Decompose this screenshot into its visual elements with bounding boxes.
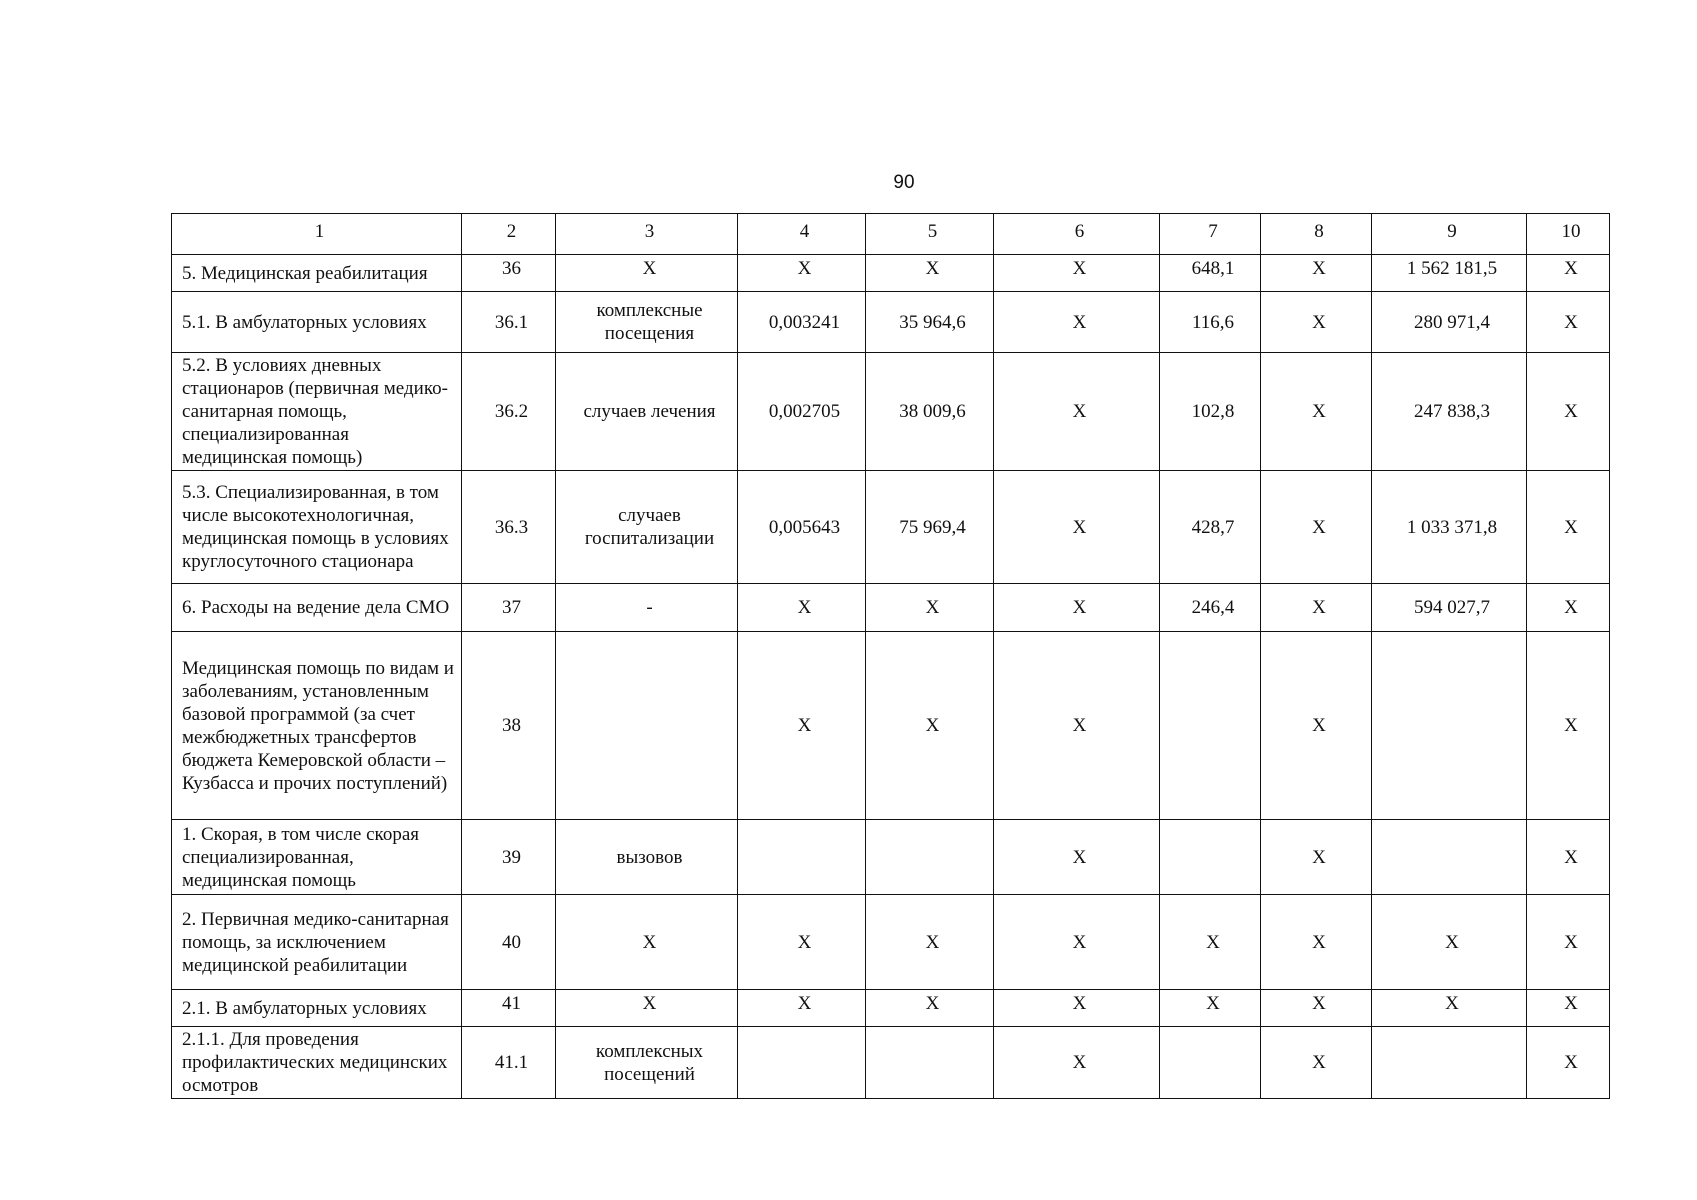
row-name-cell: 2.1.1. Для проведения профилактических медицинских осмотров bbox=[172, 1027, 462, 1099]
row-name-cell: 2.1. В амбулаторных условиях bbox=[172, 990, 462, 1027]
value-cell: 0,002705 bbox=[738, 353, 866, 471]
header-row bbox=[172, 214, 1610, 255]
data-table bbox=[171, 213, 1610, 1099]
value-cell: X bbox=[994, 820, 1160, 895]
row-name-cell: 2. Первичная медико-санитарная помощь, за исключением медицинской реабилитации bbox=[172, 895, 462, 990]
value-cell: X bbox=[1527, 584, 1610, 632]
value-cell: X bbox=[1527, 353, 1610, 471]
column-header: 1 bbox=[172, 214, 462, 255]
unit-cell: случаев госпитализации bbox=[556, 471, 738, 584]
column-header: 9 bbox=[1372, 214, 1527, 255]
unit-cell: X bbox=[556, 255, 738, 292]
table-row bbox=[172, 255, 1610, 292]
value-cell: X bbox=[1527, 820, 1610, 895]
row-code-cell: 36.3 bbox=[462, 471, 556, 584]
row-name-cell: 5.2. В условиях дневных стационаров (первичная медико-санитарная помощь, специализированная медицинская помощь) bbox=[172, 353, 462, 471]
value-cell bbox=[1160, 632, 1261, 820]
value-cell: 648,1 bbox=[1160, 255, 1261, 292]
value-cell bbox=[866, 820, 994, 895]
value-cell: X bbox=[1527, 990, 1610, 1027]
value-cell: X bbox=[866, 632, 994, 820]
value-cell: X bbox=[866, 895, 994, 990]
column-header: 3 bbox=[556, 214, 738, 255]
value-cell: 594 027,7 bbox=[1372, 584, 1527, 632]
column-header: 5 bbox=[866, 214, 994, 255]
value-cell: 116,6 bbox=[1160, 292, 1261, 353]
value-cell: X bbox=[1527, 895, 1610, 990]
value-cell: X bbox=[1372, 895, 1527, 990]
value-cell: X bbox=[1527, 292, 1610, 353]
column-header: 8 bbox=[1261, 214, 1372, 255]
unit-cell bbox=[556, 632, 738, 820]
value-cell: X bbox=[1261, 292, 1372, 353]
value-cell: 1 033 371,8 bbox=[1372, 471, 1527, 584]
value-cell: X bbox=[994, 292, 1160, 353]
table-row bbox=[172, 353, 1610, 471]
value-cell: 246,4 bbox=[1160, 584, 1261, 632]
row-name-cell: Медицинская помощь по видам и заболеваниям, установленным базовой программой (за счет межбюджетных трансфертов бюджета Кемеровской области – Кузбасса и прочих поступлений) bbox=[172, 632, 462, 820]
row-code-cell: 41.1 bbox=[462, 1027, 556, 1099]
row-code-cell: 37 bbox=[462, 584, 556, 632]
column-header: 6 bbox=[994, 214, 1160, 255]
value-cell: X bbox=[738, 990, 866, 1027]
value-cell: 1 562 181,5 bbox=[1372, 255, 1527, 292]
value-cell bbox=[1372, 1027, 1527, 1099]
value-cell: X bbox=[1160, 990, 1261, 1027]
row-code-cell: 41 bbox=[462, 990, 556, 1027]
value-cell: X bbox=[1261, 353, 1372, 471]
column-header: 7 bbox=[1160, 214, 1261, 255]
value-cell bbox=[1372, 632, 1527, 820]
value-cell: X bbox=[994, 353, 1160, 471]
value-cell: X bbox=[1527, 1027, 1610, 1099]
value-cell: X bbox=[738, 895, 866, 990]
value-cell: X bbox=[1527, 471, 1610, 584]
column-header: 10 bbox=[1527, 214, 1610, 255]
value-cell: X bbox=[1160, 895, 1261, 990]
value-cell: X bbox=[994, 1027, 1160, 1099]
value-cell: X bbox=[1261, 1027, 1372, 1099]
value-cell bbox=[738, 1027, 866, 1099]
row-name-cell: 5. Медицинская реабилитация bbox=[172, 255, 462, 292]
value-cell: X bbox=[994, 990, 1160, 1027]
value-cell bbox=[1160, 1027, 1261, 1099]
page-number: 90 bbox=[893, 172, 915, 193]
value-cell: 428,7 bbox=[1160, 471, 1261, 584]
table-row bbox=[172, 471, 1610, 584]
row-code-cell: 36 bbox=[462, 255, 556, 292]
value-cell: X bbox=[738, 632, 866, 820]
value-cell bbox=[866, 1027, 994, 1099]
value-cell: 35 964,6 bbox=[866, 292, 994, 353]
value-cell: X bbox=[1527, 255, 1610, 292]
value-cell: X bbox=[738, 255, 866, 292]
row-name-cell: 1. Скорая, в том числе скорая специализированная, медицинская помощь bbox=[172, 820, 462, 895]
value-cell bbox=[738, 820, 866, 895]
value-cell: X bbox=[1372, 990, 1527, 1027]
unit-cell: комплексных посещений bbox=[556, 1027, 738, 1099]
value-cell: 102,8 bbox=[1160, 353, 1261, 471]
table-row bbox=[172, 820, 1610, 895]
value-cell: 247 838,3 bbox=[1372, 353, 1527, 471]
value-cell: X bbox=[1261, 990, 1372, 1027]
value-cell: X bbox=[994, 895, 1160, 990]
table-row bbox=[172, 990, 1610, 1027]
column-header: 2 bbox=[462, 214, 556, 255]
row-name-cell: 5.1. В амбулаторных условиях bbox=[172, 292, 462, 353]
value-cell: 38 009,6 bbox=[866, 353, 994, 471]
value-cell: X bbox=[1261, 584, 1372, 632]
unit-cell: вызовов bbox=[556, 820, 738, 895]
table-row bbox=[172, 584, 1610, 632]
value-cell: X bbox=[1261, 255, 1372, 292]
table-row bbox=[172, 1027, 1610, 1099]
value-cell: X bbox=[1261, 820, 1372, 895]
value-cell: X bbox=[994, 255, 1160, 292]
table-row bbox=[172, 895, 1610, 990]
value-cell: X bbox=[1261, 632, 1372, 820]
row-code-cell: 38 bbox=[462, 632, 556, 820]
row-code-cell: 40 bbox=[462, 895, 556, 990]
value-cell: X bbox=[738, 584, 866, 632]
row-code-cell: 36.1 bbox=[462, 292, 556, 353]
table-row bbox=[172, 292, 1610, 353]
value-cell: 75 969,4 bbox=[866, 471, 994, 584]
value-cell bbox=[1372, 820, 1527, 895]
value-cell: X bbox=[866, 255, 994, 292]
unit-cell: случаев лечения bbox=[556, 353, 738, 471]
unit-cell: - bbox=[556, 584, 738, 632]
value-cell: X bbox=[866, 584, 994, 632]
value-cell: 0,003241 bbox=[738, 292, 866, 353]
value-cell: X bbox=[1527, 632, 1610, 820]
unit-cell: X bbox=[556, 990, 738, 1027]
column-header: 4 bbox=[738, 214, 866, 255]
value-cell: X bbox=[994, 471, 1160, 584]
value-cell: 280 971,4 bbox=[1372, 292, 1527, 353]
row-code-cell: 39 bbox=[462, 820, 556, 895]
row-name-cell: 5.3. Специализированная, в том числе высокотехнологичная, медицинская помощь в условиях круглосуточного стационара bbox=[172, 471, 462, 584]
unit-cell: комплексные посещения bbox=[556, 292, 738, 353]
value-cell: X bbox=[866, 990, 994, 1027]
table-row bbox=[172, 632, 1610, 820]
row-code-cell: 36.2 bbox=[462, 353, 556, 471]
value-cell: X bbox=[1261, 471, 1372, 584]
unit-cell: X bbox=[556, 895, 738, 990]
value-cell: X bbox=[994, 584, 1160, 632]
value-cell: X bbox=[994, 632, 1160, 820]
value-cell: X bbox=[1261, 895, 1372, 990]
row-name-cell: 6. Расходы на ведение дела СМО bbox=[172, 584, 462, 632]
value-cell: 0,005643 bbox=[738, 471, 866, 584]
value-cell bbox=[1160, 820, 1261, 895]
